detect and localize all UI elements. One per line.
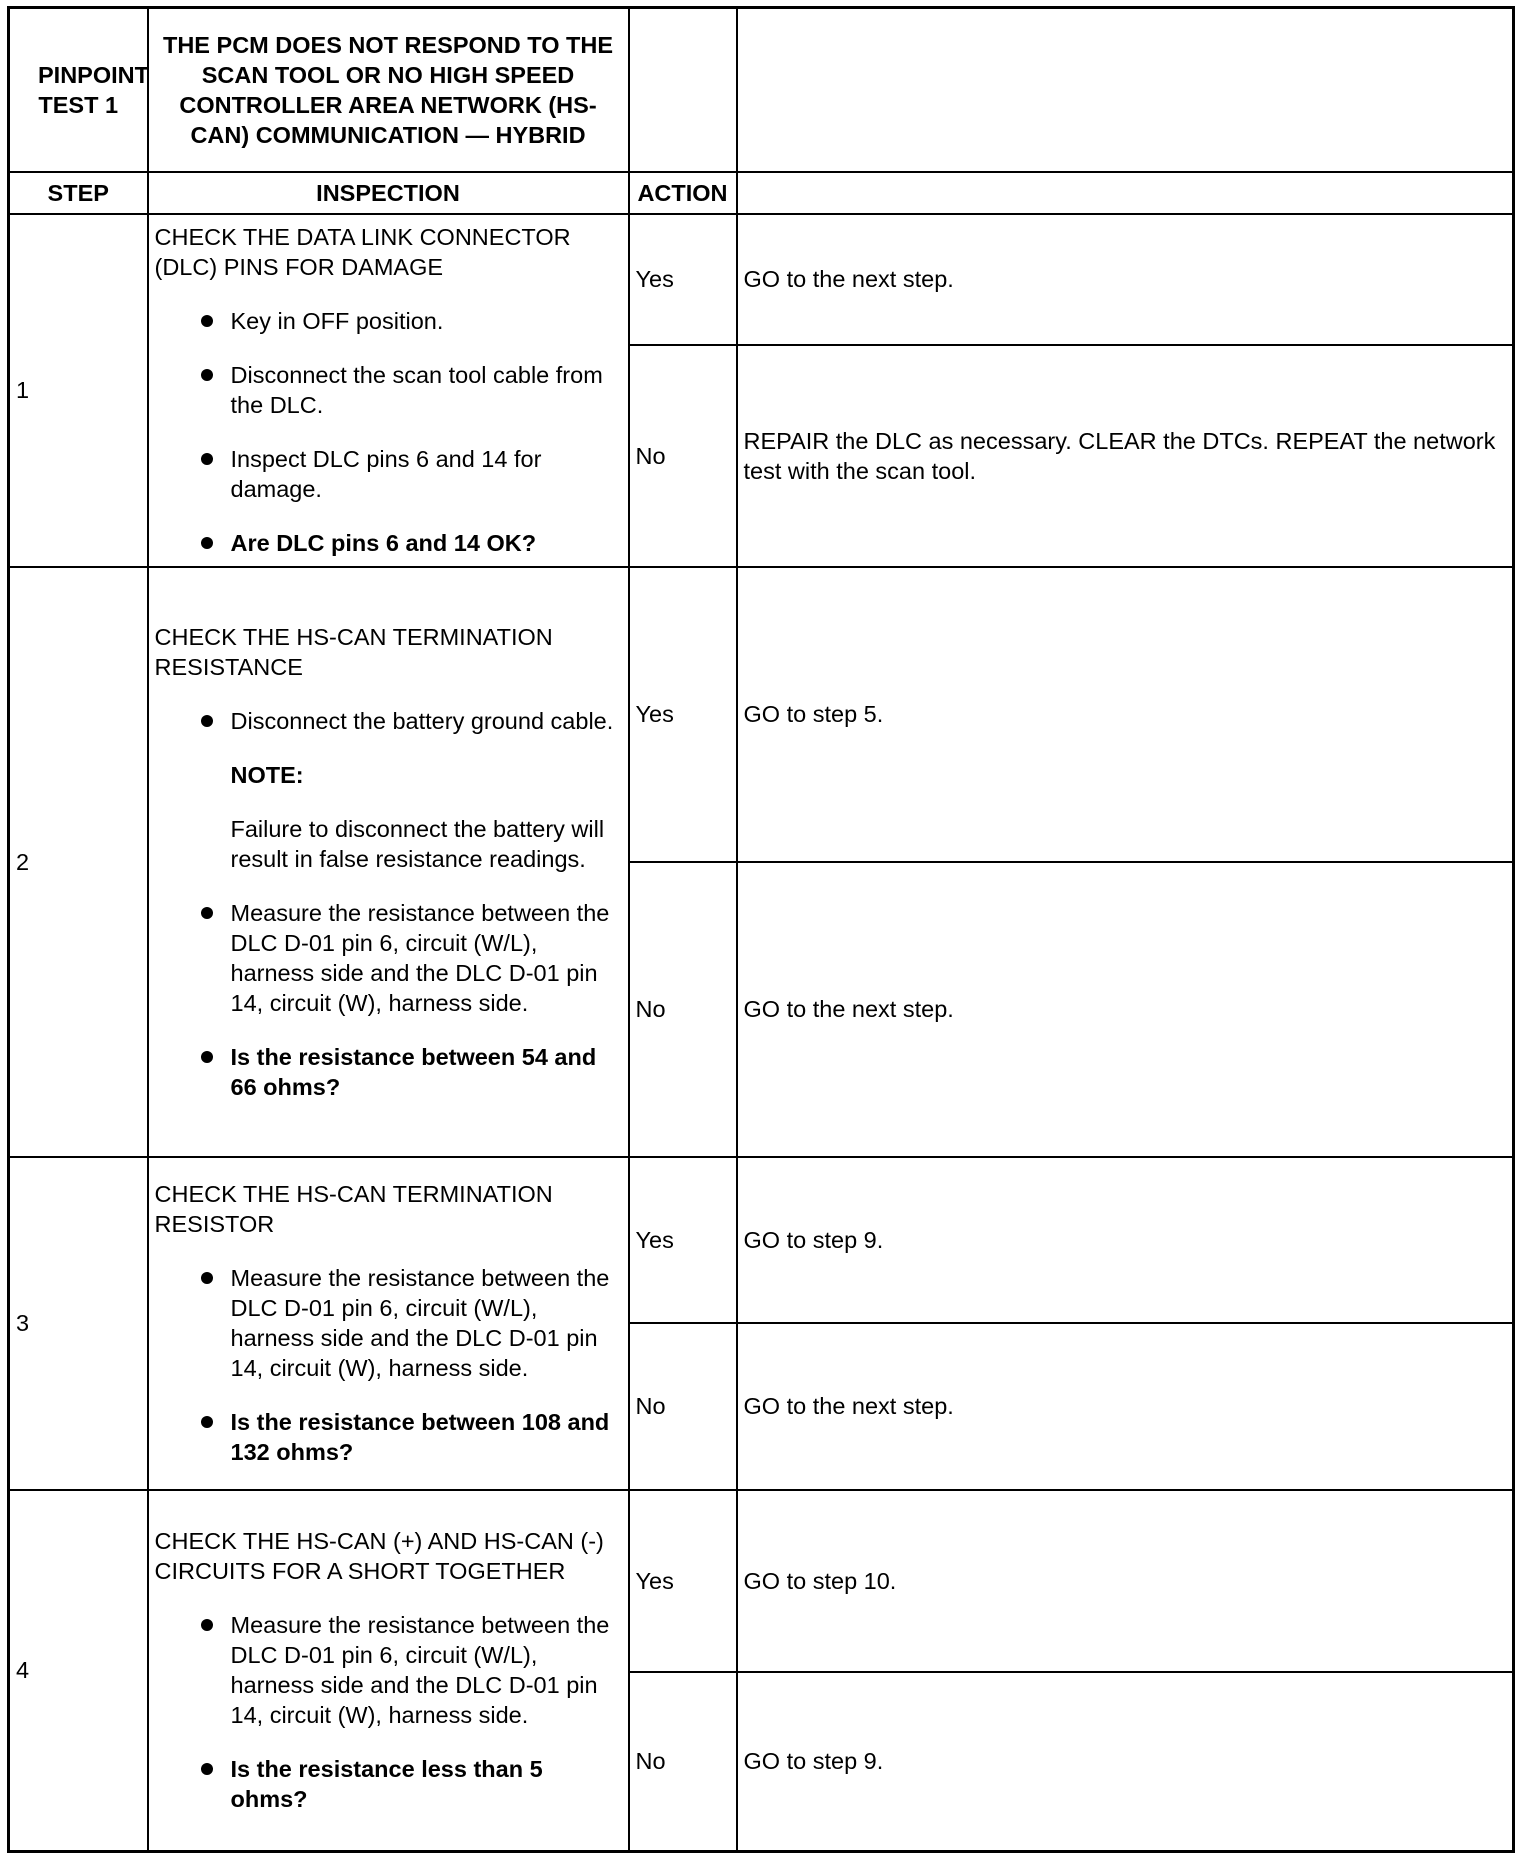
step-1-bullets [155, 306, 622, 558]
step-3-bullet-1: Measure the resistance between the DLC D-01 pin 6, circuit (W/L), harness side and the DLC D-01 pin 14, circuit (W), harness side. [155, 1263, 622, 1383]
column-heading-row [9, 172, 1514, 214]
step-2-inspection [148, 567, 629, 1157]
step-3-inspection [148, 1157, 629, 1490]
step-2-no-label: No [629, 862, 737, 1157]
step-1-bullet-3: Inspect DLC pins 6 and 14 for damage. [155, 444, 622, 504]
step-2-note-label: NOTE: [230, 761, 304, 788]
col-step-heading: STEP [9, 172, 148, 214]
step-2-question: Is the resistance between 54 and 66 ohms? [155, 1042, 622, 1102]
step-4-bullets [155, 1610, 622, 1814]
step-1-no-action: REPAIR the DLC as necessary. CLEAR the DTCs. REPEAT the network test with the scan tool. [737, 345, 1514, 567]
header-empty-action [629, 8, 737, 172]
step-2-yes-row [9, 567, 1514, 862]
step-2-number: 2 [9, 567, 148, 1157]
step-4-no-label: No [629, 1672, 737, 1852]
step-4-inspection [148, 1490, 629, 1852]
step-1-number: 1 [9, 214, 148, 567]
step-1-bullet-1: Key in OFF position. [155, 306, 622, 336]
header-row [9, 8, 1514, 172]
pinpoint-test-table [7, 6, 1515, 1853]
step-3-question: Is the resistance between 108 and 132 ohms? [155, 1407, 622, 1467]
step-2-bullets [155, 706, 622, 1102]
step-4-bullet-1: Measure the resistance between the DLC D-01 pin 6, circuit (W/L), harness side and the DLC D-01 pin 14, circuit (W), harness side. [155, 1610, 622, 1730]
step-4-number: 4 [9, 1490, 148, 1852]
step-3-title: CHECK THE HS-CAN TERMINATION RESISTOR [154, 1181, 553, 1237]
col-inspection-heading: INSPECTION [148, 172, 629, 214]
col-result-heading-empty [737, 172, 1514, 214]
step-2-note-text: Failure to disconnect the battery will result in false resistance readings. [230, 815, 605, 872]
step-4-title: CHECK THE HS-CAN (+) AND HS-CAN (-) CIRCUITS FOR A SHORT TOGETHER [154, 1528, 604, 1585]
step-1-yes-label: Yes [629, 214, 737, 345]
step-1-yes-action: GO to the next step. [737, 214, 1514, 345]
step-3-no-label: No [629, 1323, 737, 1490]
step-4-no-action: GO to step 9. [737, 1672, 1514, 1852]
step-3-no-action: GO to the next step. [737, 1323, 1514, 1490]
step-2-yes-action: GO to step 5. [737, 567, 1514, 862]
step-3-yes-row [9, 1157, 1514, 1323]
pinpoint-label: PINPOINT TEST 1 [9, 8, 148, 172]
step-1-title: CHECK THE DATA LINK CONNECTOR (DLC) PINS FOR DAMAGE [154, 224, 571, 280]
step-2-yes-label: Yes [629, 567, 737, 862]
col-action-heading: ACTION [629, 172, 737, 214]
step-4-yes-label: Yes [629, 1490, 737, 1672]
step-4-question: Is the resistance less than 5 ohms? [155, 1754, 622, 1814]
step-1-yes-row [9, 214, 1514, 345]
step-2-bullet-1-text: Disconnect the battery ground cable. [230, 707, 614, 734]
step-3-bullets [155, 1263, 622, 1467]
step-3-yes-label: Yes [629, 1157, 737, 1323]
step-4-yes-action: GO to step 10. [737, 1490, 1514, 1672]
step-4-yes-row [9, 1490, 1514, 1672]
step-2-no-action: GO to the next step. [737, 862, 1514, 1157]
step-1-question: Are DLC pins 6 and 14 OK? [155, 528, 622, 558]
step-1-inspection [148, 214, 629, 567]
step-3-yes-action: GO to step 9. [737, 1157, 1514, 1323]
step-2-title: CHECK THE HS-CAN TERMINATION RESISTANCE [154, 623, 553, 680]
step-3-number: 3 [9, 1157, 148, 1490]
step-2-bullet-2: Measure the resistance between the DLC D-01 pin 6, circuit (W/L), harness side and the DLC D-01 pin 14, circuit (W), harness side. [155, 898, 622, 1018]
step-2-bullet-1 [155, 706, 622, 874]
step-1-no-label: No [629, 345, 737, 567]
test-title: THE PCM DOES NOT RESPOND TO THE SCAN TOOL OR NO HIGH SPEED CONTROLLER AREA NETWORK (HS-CAN) COMMUNICATION — HYBRID [148, 8, 629, 172]
header-empty-result [737, 8, 1514, 172]
step-1-bullet-2: Disconnect the scan tool cable from the DLC. [155, 360, 622, 420]
